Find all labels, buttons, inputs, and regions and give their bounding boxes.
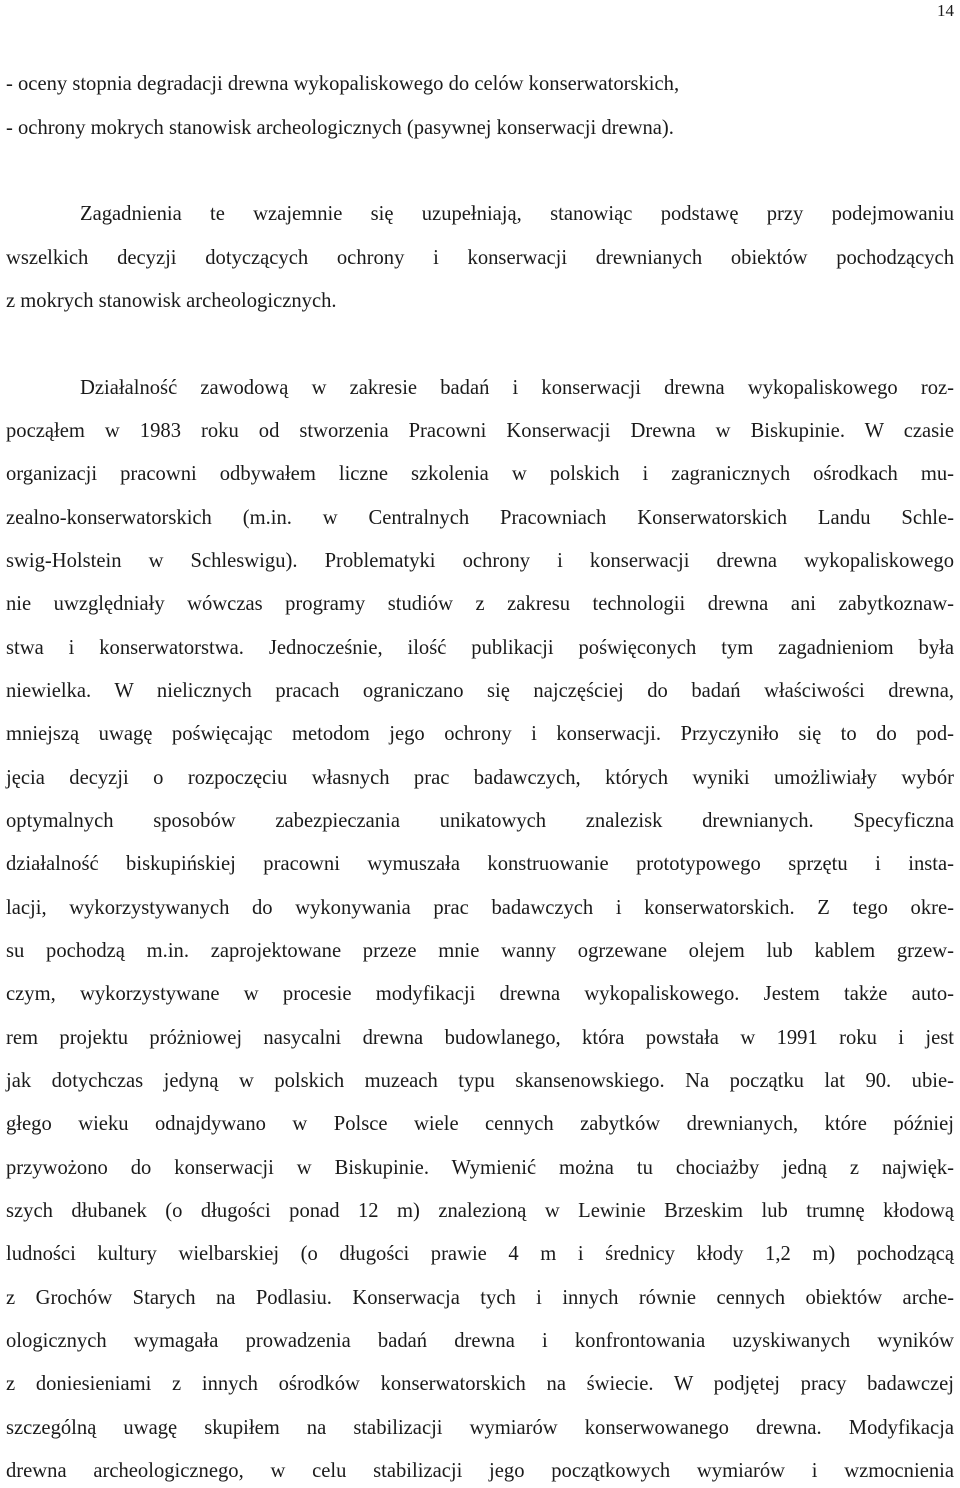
paragraph-line: stwa i konserwatorstwa. Jednocześnie, ilość publikacji poświęconych tym zagadnieniom była bbox=[6, 637, 954, 659]
paragraph-line: ologicznych wymagała prowadzenia badań drewna i konfrontowania uzyskiwanych wyników bbox=[6, 1330, 954, 1352]
paragraph-line: z Grochów Starych na Podlasiu. Konserwacja tych i innych równie cennych obiektów arche- bbox=[6, 1287, 954, 1309]
paragraph-line: organizacji pracowni odbywałem liczne szkolenia w polskich i zagranicznych ośrodkach mu- bbox=[6, 463, 954, 485]
paragraph-line: Działalność zawodową w zakresie badań i konserwacji drewna wykopaliskowego roz- bbox=[80, 377, 954, 399]
paragraph-line: zealno-konserwatorskich (m.in. w Centralnych Pracowniach Konserwatorskich Landu Schle- bbox=[6, 507, 954, 529]
paragraph-line: swig-Holstein w Schleswigu). Problematyki ochrony i konserwacji drewna wykopaliskowego bbox=[6, 550, 954, 572]
paragraph-line: mniejszą uwagę poświęcając metodom jego ochrony i konserwacji. Przyczyniło się to do pod- bbox=[6, 723, 954, 745]
paragraph-line: lacji, wykorzystywanych do wykonywania prac badawczych i konserwatorskich. Z tego okre- bbox=[6, 897, 954, 919]
paragraph-line: szych dłubanek (o długości ponad 12 m) znalezioną w Lewinie Brzeskim lub trumnę kłodową bbox=[6, 1200, 954, 1222]
page-number: 14 bbox=[937, 1, 954, 20]
paragraph-line: czym, wykorzystywane w procesie modyfikacji drewna wykopaliskowego. Jestem także auto- bbox=[6, 983, 954, 1005]
bullet-line: - oceny stopnia degradacji drewna wykopaliskowego do celów konserwatorskich, bbox=[6, 73, 680, 95]
paragraph-line: z doniesieniami z innych ośrodków konserwatorskich na świecie. W podjętej pracy badawczej bbox=[6, 1373, 954, 1395]
paragraph-line: jęcia decyzji o rozpoczęciu własnych prac badawczych, których wyniki umożliwiały wybór bbox=[6, 767, 954, 789]
paragraph-line: nie uwzględniały wówczas programy studiów z zakresu technologii drewna ani zabytkoznaw- bbox=[6, 593, 954, 615]
paragraph-line: niewielka. W nielicznych pracach ograniczano się najczęściej do badań właściwości drewna, bbox=[6, 680, 954, 702]
paragraph-line: począłem w 1983 roku od stworzenia Pracowni Konserwacji Drewna w Biskupinie. W czasie bbox=[6, 420, 954, 442]
paragraph-line: rem projektu próżniowej nasycalni drewna budowlanego, która powstała w 1991 roku i jest bbox=[6, 1027, 954, 1049]
paragraph-line: przywożono do konserwacji w Biskupinie. Wymienić można tu chociażby jedną z najwięk- bbox=[6, 1157, 954, 1179]
paragraph-line: z mokrych stanowisk archeologicznych. bbox=[6, 290, 337, 312]
paragraph-line: drewna archeologicznego, w celu stabilizacji jego początkowych wymiarów i wzmocnienia bbox=[6, 1460, 954, 1482]
paragraph-line: głego wieku odnajdywano w Polsce wiele cennych zabytków drewnianych, które później bbox=[6, 1113, 954, 1135]
bullet-line: - ochrony mokrych stanowisk archeologicznych (pasywnej konserwacji drewna). bbox=[6, 117, 674, 139]
paragraph-line: ludności kultury wielbarskiej (o długości prawie 4 m i średnicy kłody 1,2 m) pochodzącą bbox=[6, 1243, 954, 1265]
paragraph-line: działalność biskupińskiej pracowni wymuszała konstruowanie prototypowego sprzętu i insta- bbox=[6, 853, 954, 875]
paragraph-line: wszelkich decyzji dotyczących ochrony i konserwacji drewnianych obiektów pochodzących bbox=[6, 247, 954, 269]
paragraph-line: su pochodzą m.in. zaprojektowane przeze mnie wanny ogrzewane olejem lub kablem grzew- bbox=[6, 940, 954, 962]
paragraph-line: szczególną uwagę skupiłem na stabilizacji wymiarów konserwowanego drewna. Modyfikacja bbox=[6, 1417, 954, 1439]
paragraph-line: Zagadnienia te wzajemnie się uzupełniają, stanowiąc podstawę przy podejmowaniu bbox=[80, 203, 954, 225]
paragraph-line: optymalnych sposobów zabezpieczania unikatowych znalezisk drewnianych. Specyficzna bbox=[6, 810, 954, 832]
paragraph-line: jak dotychczas jedyną w polskich muzeach typu skansenowskiego. Na początku lat 90. ubie- bbox=[6, 1070, 954, 1092]
